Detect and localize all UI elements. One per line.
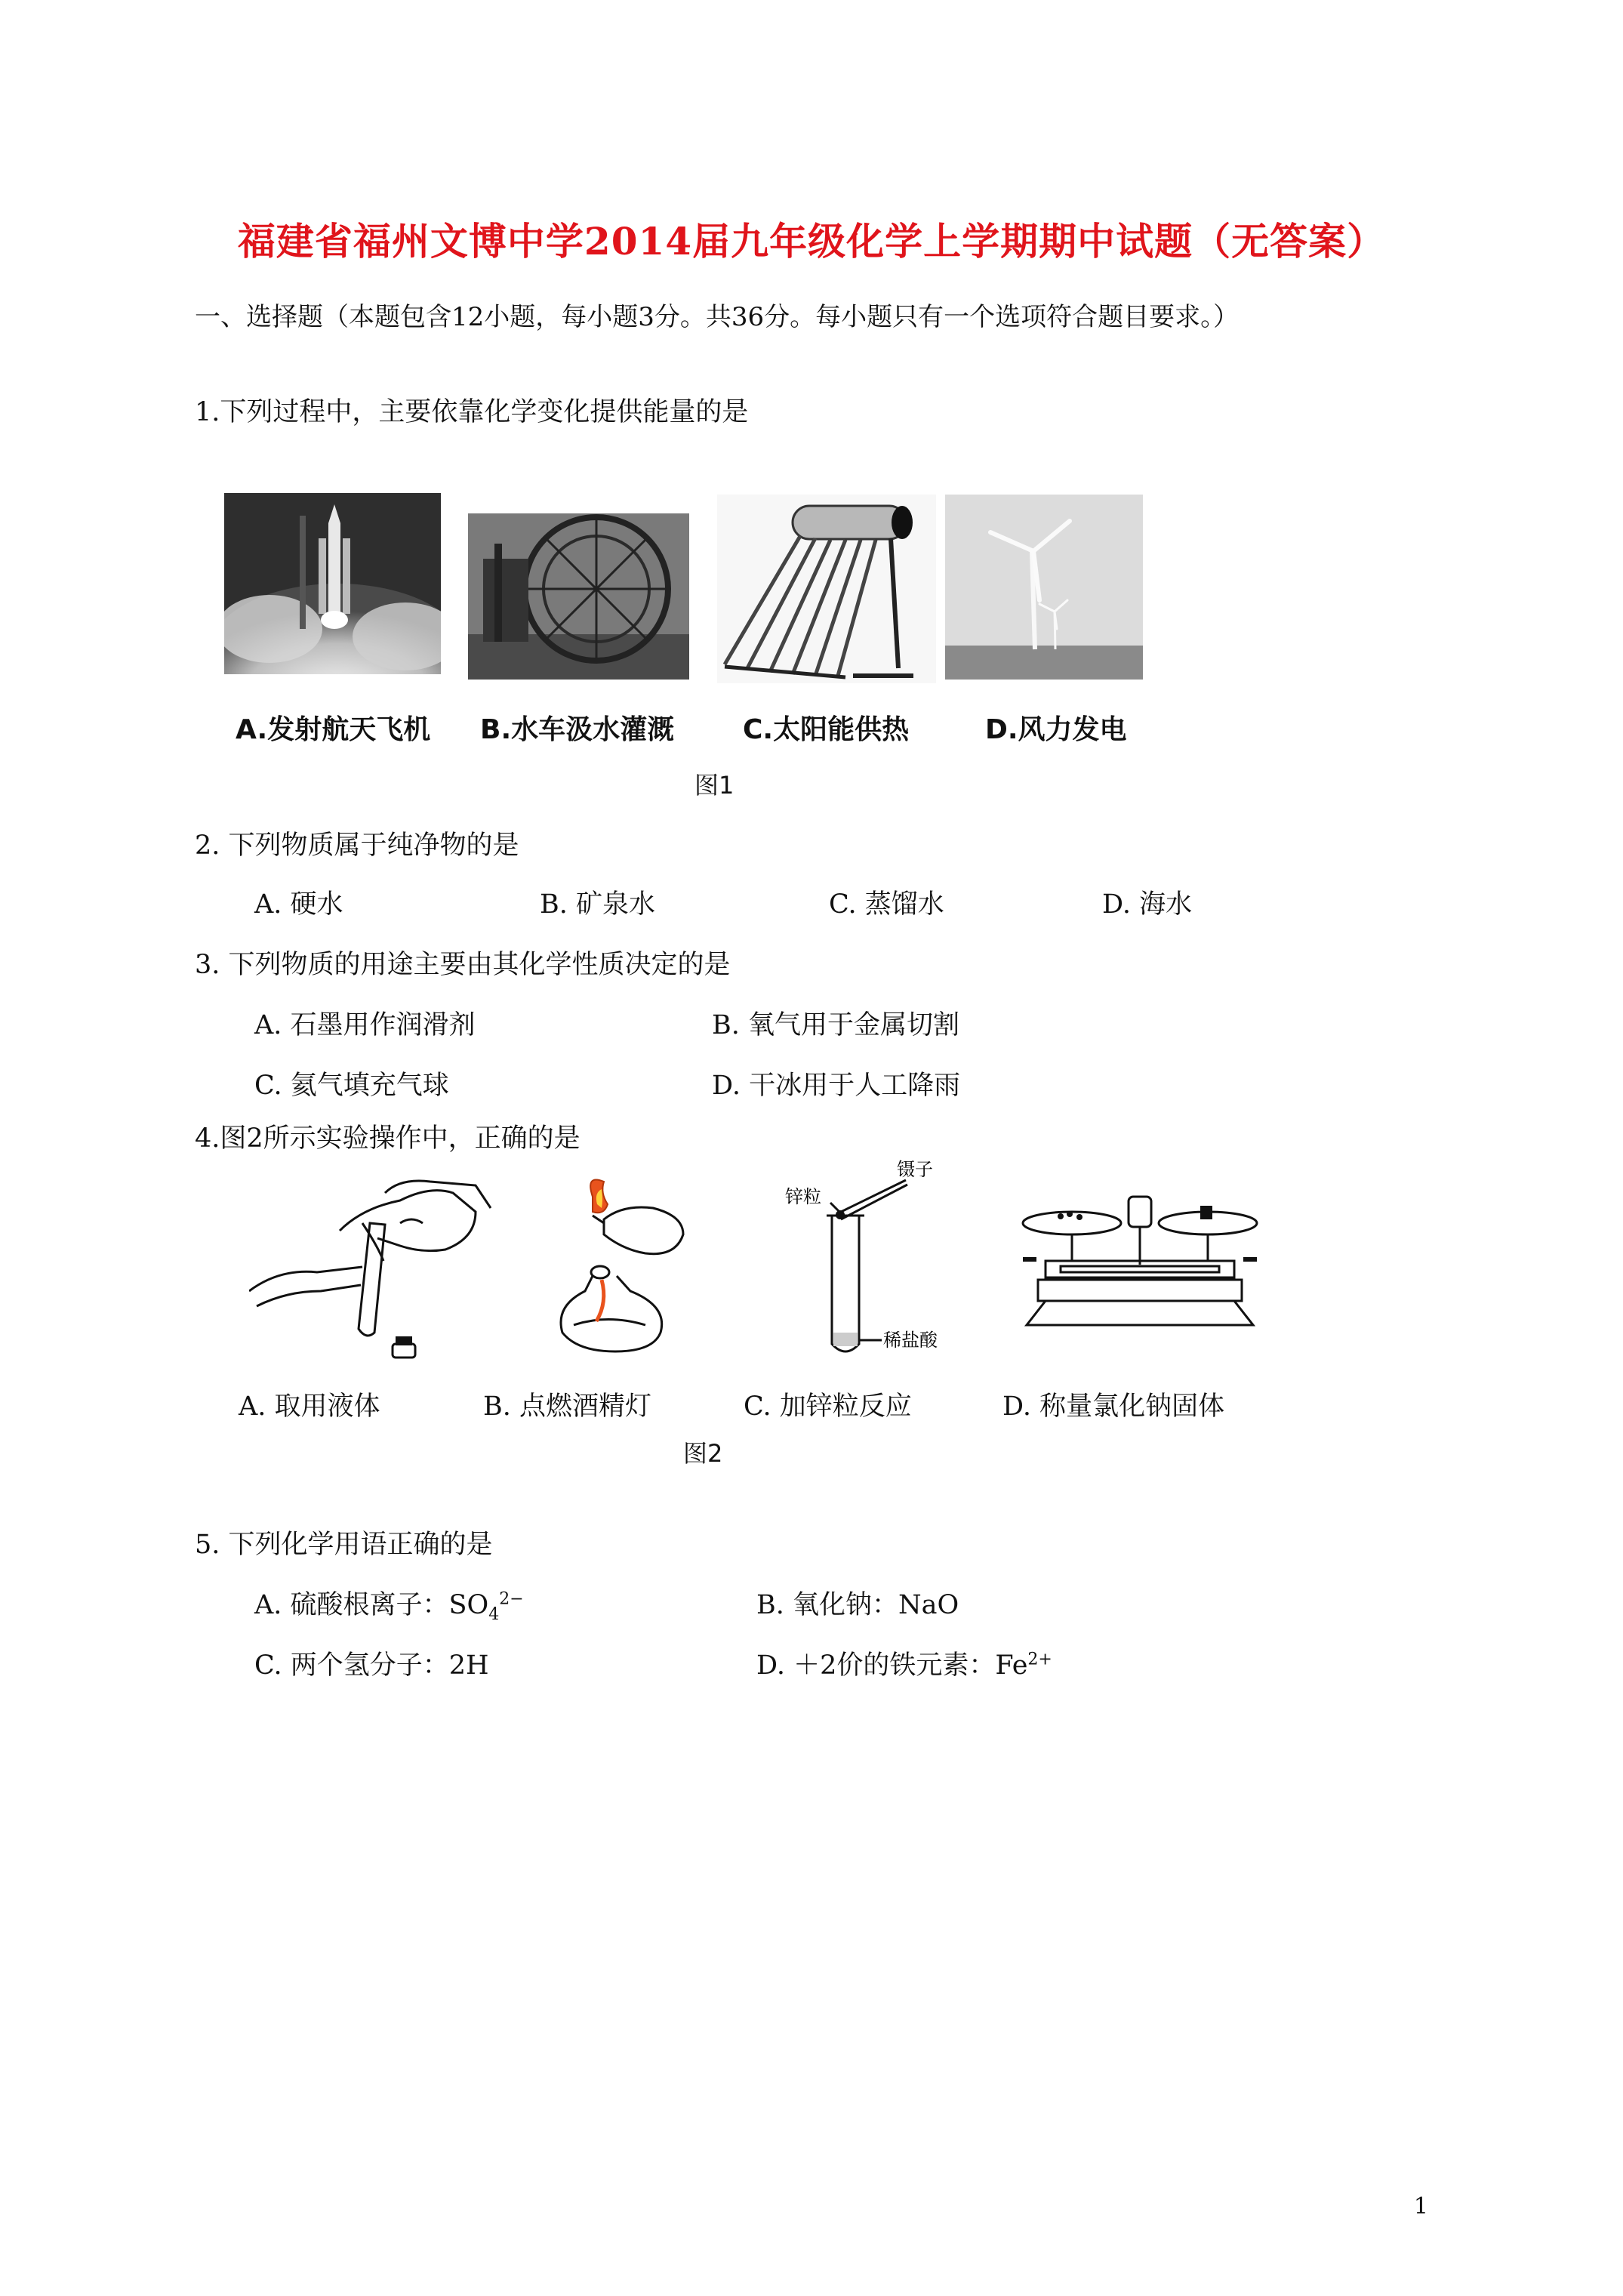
question-5-stem: 5. 下列化学用语正确的是 bbox=[195, 1530, 493, 1560]
acid-label: 稀盐酸 bbox=[883, 1330, 938, 1351]
q3-option-a: A. 石墨用作润滑剂 bbox=[254, 1010, 476, 1040]
zinc-label: 锌粒 bbox=[785, 1186, 821, 1207]
pouring-liquid-drawing bbox=[249, 1178, 498, 1359]
figure-2-label: 图2 bbox=[683, 1439, 723, 1468]
q5-option-a-subscript: 4 bbox=[488, 1605, 500, 1624]
q4-option-c: C. 加锌粒反应 bbox=[744, 1391, 912, 1422]
q3-option-b: B. 氧气用于金属切割 bbox=[712, 1010, 959, 1040]
zinc-test-tube-drawing bbox=[785, 1159, 974, 1363]
q5-option-c: C. 两个氢分子：2H bbox=[254, 1650, 489, 1681]
solar-heater-photo bbox=[717, 495, 936, 683]
wind-turbine-photo bbox=[945, 495, 1143, 680]
q2-option-a: A. 硬水 bbox=[254, 889, 343, 920]
q5-option-a-superscript: 2− bbox=[499, 1589, 524, 1609]
q5-option-b: B. 氧化钠：NaO bbox=[756, 1590, 959, 1620]
q5-option-d-superscript: 2+ bbox=[1027, 1650, 1052, 1669]
shuttle-launch-photo bbox=[224, 493, 441, 674]
question-4-stem: 4.图2所示实验操作中，正确的是 bbox=[195, 1123, 581, 1154]
water-wheel-photo bbox=[468, 513, 689, 680]
q1-caption-b: B.水车汲水灌溉 bbox=[480, 714, 675, 745]
q5-option-a-text: A. 硫酸根离子：SO bbox=[254, 1590, 489, 1620]
question-1-stem: 1.下列过程中，主要依靠化学变化提供能量的是 bbox=[195, 397, 749, 427]
q2-option-c: C. 蒸馏水 bbox=[829, 889, 944, 920]
q2-option-b: B. 矿泉水 bbox=[540, 889, 655, 920]
q4-option-b: B. 点燃酒精灯 bbox=[483, 1391, 651, 1422]
q3-option-d: D. 干冰用于人工降雨 bbox=[712, 1071, 961, 1101]
q1-caption-c: C.太阳能供热 bbox=[743, 714, 910, 745]
q4-option-d: D. 称量氯化钠固体 bbox=[1002, 1391, 1225, 1422]
page-title: 福建省福州文博中学2014届九年级化学上学期期中试题（无答案） bbox=[237, 219, 1386, 264]
q5-option-d bbox=[756, 1644, 1052, 1682]
question-2-stem: 2. 下列物质属于纯净物的是 bbox=[195, 831, 519, 861]
q4-option-a: A. 取用液体 bbox=[239, 1391, 380, 1422]
page-number: 1 bbox=[1413, 2193, 1428, 2220]
question-3-stem: 3. 下列物质的用途主要由其化学性质决定的是 bbox=[195, 950, 731, 980]
q1-caption-d: D.风力发电 bbox=[985, 714, 1127, 745]
balance-drawing bbox=[1015, 1182, 1264, 1363]
tweezers-label: 镊子 bbox=[897, 1159, 933, 1180]
q5-option-a bbox=[254, 1584, 524, 1624]
q5-option-d-text: D. ＋2价的铁元素：Fe bbox=[756, 1650, 1028, 1681]
q1-caption-a: A.发射航天飞机 bbox=[236, 714, 431, 745]
section-heading: 一、选择题（本题包含12小题，每小题3分。共36分。每小题只有一个选项符合题目要求。） bbox=[195, 302, 1240, 332]
q3-option-c: C. 氦气填充气球 bbox=[254, 1071, 449, 1101]
alcohol-lamp-drawing bbox=[532, 1174, 698, 1355]
q2-option-d: D. 海水 bbox=[1102, 889, 1193, 920]
figure-1-label: 图1 bbox=[694, 771, 735, 800]
